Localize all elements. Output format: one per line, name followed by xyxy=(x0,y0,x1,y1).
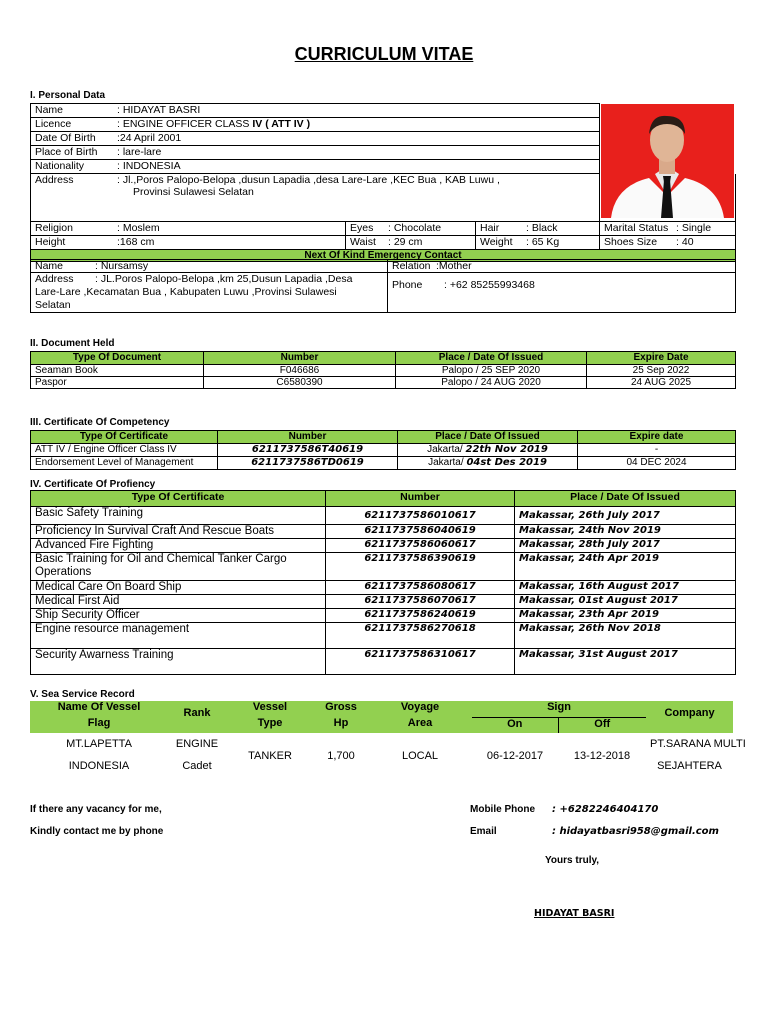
licence-class: IV ( ATT IV ) xyxy=(252,118,311,130)
emergency-address-label: Address xyxy=(35,273,74,285)
name-label: Name xyxy=(35,104,64,116)
sea-type: TANKER xyxy=(248,750,292,762)
sea-header-off: Off xyxy=(558,717,646,733)
pob-label: Place of Birth xyxy=(35,146,98,158)
section-document-held: II. Document Held xyxy=(30,338,115,349)
sea-header-company: Company xyxy=(664,707,715,719)
proficiency-table xyxy=(30,490,736,675)
prof-type: Advanced Fire Fighting xyxy=(31,539,326,553)
prof-header-number: Number xyxy=(326,491,515,507)
signature-name: HIDAYAT BASRI xyxy=(534,908,615,919)
doc-expire: 24 AUG 2025 xyxy=(587,377,736,389)
doc-header-number: Number xyxy=(204,352,396,365)
prof-place: Makassar, 31st August 2017 xyxy=(515,649,736,675)
comp-number: 6211737586T40619 xyxy=(218,444,398,457)
prof-header-type: Type Of Certificate xyxy=(31,491,326,507)
marital-value: : Single xyxy=(676,222,712,234)
comp-expire: 04 DEC 2024 xyxy=(578,457,736,470)
table-row xyxy=(31,377,736,389)
prof-number: 6211737586060617 xyxy=(326,539,515,553)
sea-sign-on: 06-12-2017 xyxy=(486,750,544,762)
comp-date: 04st Des 2019 xyxy=(466,457,547,468)
emergency-name-label: Name xyxy=(35,260,64,272)
address-value-line2: Provinsi Sulawesi Selatan xyxy=(133,186,254,198)
prof-place: Makassar, 26th July 2017 xyxy=(515,507,736,525)
table-row xyxy=(31,595,736,609)
waist-value: : 29 cm xyxy=(388,236,423,248)
sea-company-line1: PT.SARANA MULTI xyxy=(650,738,746,750)
competency-table xyxy=(30,430,736,470)
vacancy-text: If there any vacancy for me, xyxy=(30,804,162,815)
comp-place: Jakarta/ xyxy=(428,457,467,468)
table-row xyxy=(31,539,736,553)
sea-header-on: On xyxy=(472,717,558,733)
table-row xyxy=(31,444,736,457)
emergency-name-value: : Nursamsy xyxy=(95,260,149,272)
hair-value: : Black xyxy=(526,222,558,234)
sea-header-vessel: Vessel xyxy=(226,701,314,717)
prof-number: 6211737586390619 xyxy=(326,553,515,581)
sea-header-gross: Gross xyxy=(314,701,368,717)
sea-sign-off: 13-12-2018 xyxy=(573,750,631,762)
height-label: Height xyxy=(35,236,66,248)
sea-header-area: Area xyxy=(368,717,472,733)
doc-header-type: Type Of Document xyxy=(31,352,204,365)
doc-number: F046686 xyxy=(204,365,396,377)
sea-flag: INDONESIA xyxy=(68,760,130,772)
prof-type: Medical First Aid xyxy=(31,595,326,609)
comp-date: 22th Nov 2019 xyxy=(465,444,548,455)
doc-number: C6580390 xyxy=(204,377,396,389)
prof-place: Makassar, 01st August 2017 xyxy=(515,595,736,609)
doc-header-expire: Expire Date xyxy=(587,352,736,365)
mobile-value: : +6282246404170 xyxy=(552,804,659,815)
comp-place: Jakarta/ xyxy=(427,444,466,455)
phone-value: : +62 85255993468 xyxy=(444,279,535,291)
prof-place: Makassar, 16th August 2017 xyxy=(515,581,736,595)
licence-value: : ENGINE OFFICER CLASS xyxy=(117,118,253,130)
sea-area: LOCAL xyxy=(401,750,439,762)
comp-header-expire: Expire date xyxy=(578,431,736,444)
table-row xyxy=(31,623,736,649)
prof-type: Security Awarness Training xyxy=(31,649,326,675)
nationality-value: : INDONESIA xyxy=(117,160,181,172)
sea-header-type: Type xyxy=(226,717,314,733)
prof-number: 6211737586270618 xyxy=(326,623,515,649)
documents-table xyxy=(30,351,736,389)
weight-value: : 65 Kg xyxy=(526,236,560,248)
marital-label: Marital Status xyxy=(604,222,669,234)
prof-place: Makassar, 24th Nov 2019 xyxy=(515,525,736,539)
table-row xyxy=(31,553,736,581)
profile-photo xyxy=(601,104,734,218)
sea-header-sign: Sign xyxy=(472,701,646,717)
prof-place: Makassar, 26th Nov 2018 xyxy=(515,623,736,649)
table-row xyxy=(31,365,736,377)
licence-label: Licence xyxy=(35,118,72,130)
doc-expire: 25 Sep 2022 xyxy=(587,365,736,377)
prof-type: Basic Training for Oil and Chemical Tanker Cargo Operations xyxy=(31,553,326,581)
relation-value: :Mother xyxy=(436,260,472,272)
emergency-address-line2: Lare-Lare ,Kecamatan Bua , Kabupaten Luwu ,Provinsi Sulawesi xyxy=(35,286,337,298)
height-value: :168 cm xyxy=(117,236,155,248)
sea-header-hp: Hp xyxy=(314,717,368,733)
eyes-value: : Chocolate xyxy=(388,222,442,234)
prof-number: 6211737586070617 xyxy=(326,595,515,609)
doc-type: Paspor xyxy=(31,377,204,389)
sea-gross: 1,700 xyxy=(327,750,355,762)
emergency-contact-header: Next Of Kind Emergency Contact xyxy=(31,250,736,262)
table-row xyxy=(31,649,736,675)
address-label: Address xyxy=(35,174,74,186)
closing-text: Yours truly, xyxy=(545,855,600,866)
section-competency: III. Certificate Of Competency xyxy=(30,417,170,428)
sea-header-voyage: Voyage xyxy=(368,701,472,717)
sea-header-flag: Flag xyxy=(30,717,168,733)
religion-value: : Moslem xyxy=(117,222,160,234)
address-value-line1: : Jl.,Poros Palopo-Belopa ,dusun Lapadia ,desa Lare-Lare ,KEC Bua , KAB Luwu , xyxy=(117,174,500,186)
pob-value: : lare-lare xyxy=(117,146,162,158)
sea-company-line2: SEJAHTERA xyxy=(657,760,722,772)
prof-number: 6211737586040619 xyxy=(326,525,515,539)
comp-header-type: Type Of Certificate xyxy=(31,431,218,444)
dob-value: :24 April 2001 xyxy=(117,132,182,144)
doc-place: Palopo / 25 SEP 2020 xyxy=(396,365,587,377)
section-sea-service: V. Sea Service Record xyxy=(30,689,135,700)
doc-type: Seaman Book xyxy=(31,365,204,377)
phone-label: Phone xyxy=(392,279,423,291)
page-title: CURRICULUM VITAE xyxy=(294,44,474,64)
table-row xyxy=(31,581,736,595)
comp-header-place: Place / Date Of Issued xyxy=(398,431,578,444)
emergency-contact-table xyxy=(30,259,736,313)
comp-number: 6211737586TD0619 xyxy=(218,457,398,470)
comp-expire: - xyxy=(578,444,736,457)
prof-number: 6211737586310617 xyxy=(326,649,515,675)
name-value: : HIDAYAT BASRI xyxy=(117,104,201,116)
prof-type: Ship Security Officer xyxy=(31,609,326,623)
sea-rank-line2: Cadet xyxy=(182,760,212,772)
prof-place: Makassar, 28th July 2017 xyxy=(515,539,736,553)
table-row xyxy=(31,457,736,470)
sea-header-rank: Rank xyxy=(183,707,211,719)
prof-header-place: Place / Date Of Issued xyxy=(515,491,736,507)
weight-label: Weight xyxy=(480,236,513,248)
doc-header-place: Place / Date Of Issued xyxy=(396,352,587,365)
prof-number: 6211737586080617 xyxy=(326,581,515,595)
prof-number: 6211737586010617 xyxy=(326,507,515,525)
comp-type: ATT IV / Engine Officer Class IV xyxy=(31,444,218,457)
sea-vessel: MT.LAPETTA xyxy=(66,738,132,750)
prof-type: Medical Care On Board Ship xyxy=(31,581,326,595)
dob-label: Date Of Birth xyxy=(35,132,96,144)
sea-header-vessel-name: Name Of Vessel xyxy=(30,701,168,717)
section-personal-data: I. Personal Data xyxy=(30,90,106,101)
table-row xyxy=(31,507,736,525)
table-row xyxy=(30,733,733,779)
shoes-value: : 40 xyxy=(676,236,694,248)
eyes-label: Eyes xyxy=(350,222,374,234)
prof-number: 6211737586240619 xyxy=(326,609,515,623)
comp-type: Endorsement Level of Management xyxy=(31,457,218,470)
prof-type: Engine resource management xyxy=(31,623,326,649)
email-label: Email xyxy=(470,826,497,837)
relation-label: Relation xyxy=(392,260,431,272)
religion-label: Religion xyxy=(35,222,73,234)
table-row xyxy=(31,525,736,539)
doc-place: Palopo / 24 AUG 2020 xyxy=(396,377,587,389)
mobile-label: Mobile Phone xyxy=(470,804,535,815)
prof-place: Makassar, 24th Apr 2019 xyxy=(515,553,736,581)
waist-label: Waist xyxy=(350,236,376,248)
nationality-label: Nationality xyxy=(35,160,85,172)
sea-service-table xyxy=(30,701,746,779)
prof-type: Basic Safety Training xyxy=(31,507,326,525)
emergency-address-line3: Selatan xyxy=(35,299,71,311)
hair-label: Hair xyxy=(480,222,500,234)
comp-header-number: Number xyxy=(218,431,398,444)
prof-type: Proficiency In Survival Craft And Rescue Boats xyxy=(31,525,326,539)
email-value: : hidayatbasri958@gmail.com xyxy=(552,826,719,837)
prof-place: Makassar, 23th Apr 2019 xyxy=(515,609,736,623)
table-row xyxy=(31,609,736,623)
section-proficiency: IV. Certificate Of Profiency xyxy=(30,479,156,490)
emergency-address-line1: : JL.Poros Palopo-Belopa ,km 25,Dusun Lapadia ,Desa xyxy=(95,273,353,285)
sea-rank-line1: ENGINE xyxy=(175,738,219,750)
shoes-label: Shoes Size xyxy=(604,236,658,248)
contact-text: Kindly contact me by phone xyxy=(30,826,164,837)
